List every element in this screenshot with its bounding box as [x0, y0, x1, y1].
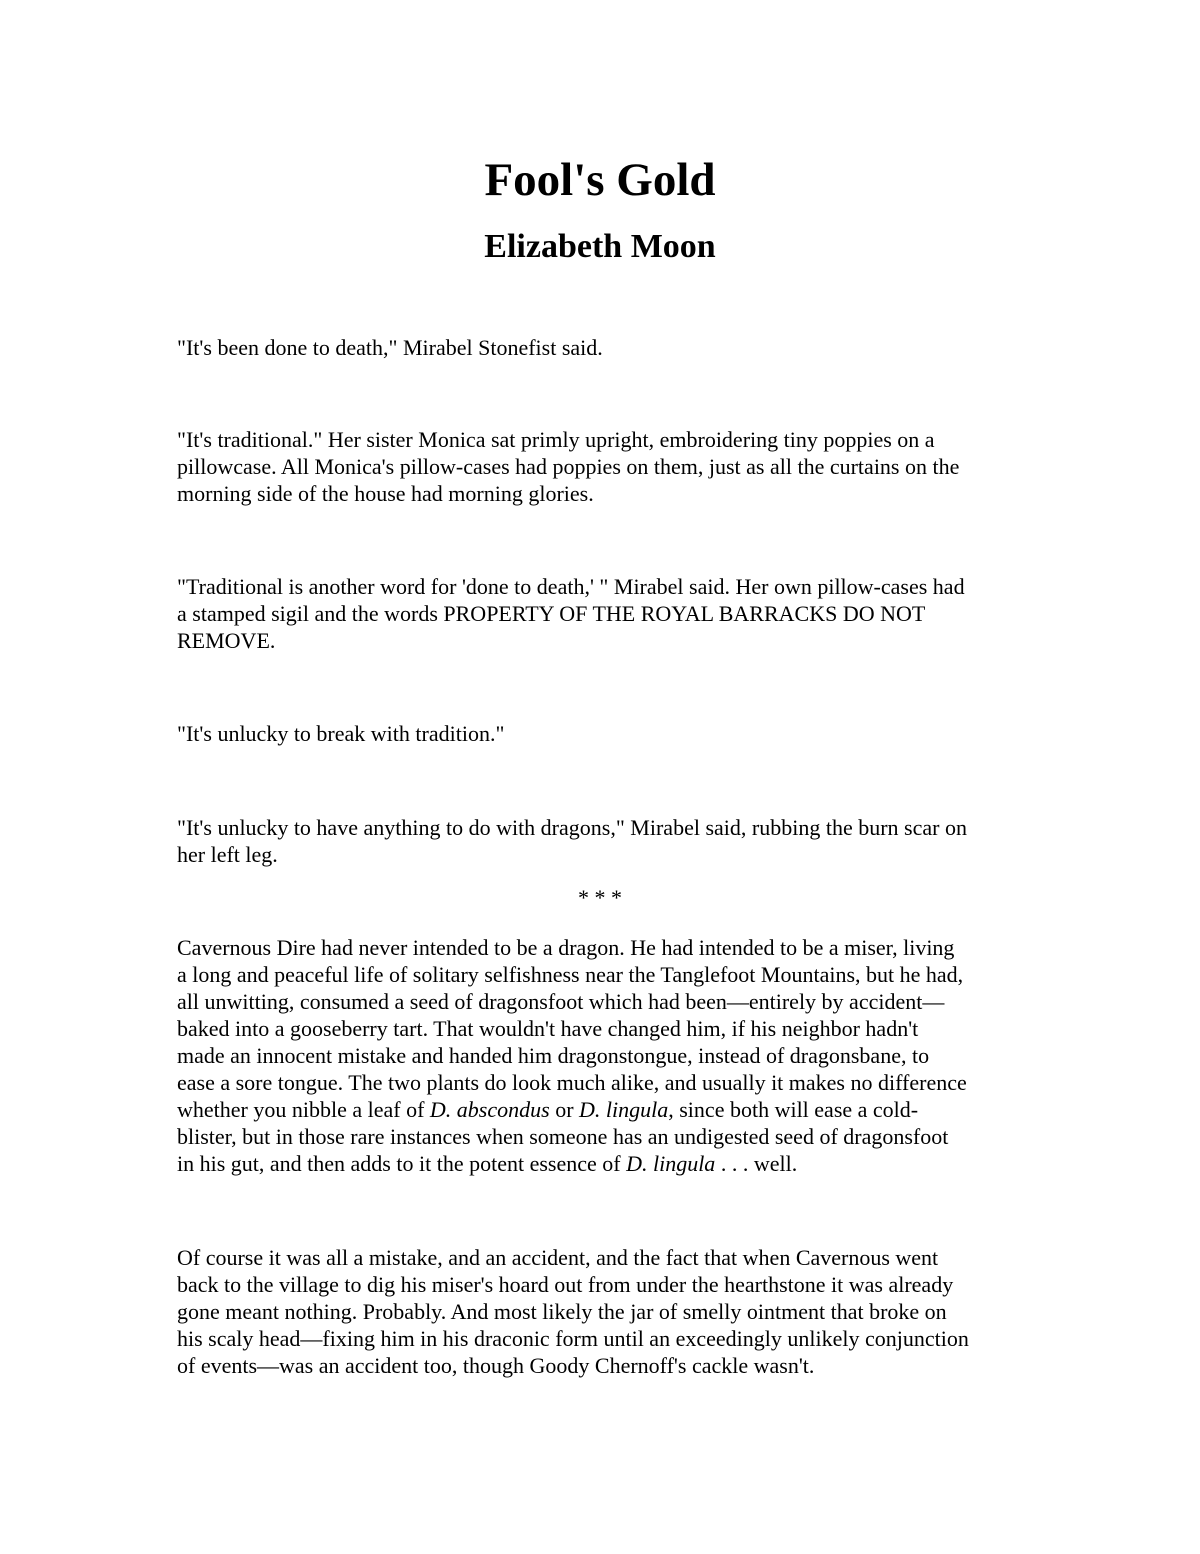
species-name: D. lingula	[579, 1097, 669, 1122]
paragraph-2	[177, 426, 1037, 507]
text-line: REMOVE.	[177, 628, 276, 653]
text-line	[177, 1151, 797, 1176]
text-run: in his gut, and then adds to it the potent essence of	[177, 1151, 627, 1176]
author-name: Elizabeth Moon	[484, 228, 716, 265]
paragraph-7	[177, 1244, 1037, 1379]
paragraph-3	[177, 573, 1037, 654]
text-line: "Traditional is another word for 'done to death,' " Mirabel said. Her own pillow-cases had	[177, 574, 965, 599]
text-line	[177, 1097, 918, 1122]
story-title: Fool's Gold	[484, 154, 716, 206]
text-line: her left leg.	[177, 842, 278, 867]
text-run: , since both will ease a cold-	[668, 1097, 919, 1122]
text-line: "It's unlucky to have anything to do with dragons," Mirabel said, rubbing the burn scar on	[177, 815, 967, 840]
paragraph-5	[177, 814, 1037, 868]
text-line: a stamped sigil and the words PROPERTY OF THE ROYAL BARRACKS DO NOT	[177, 601, 926, 626]
text-line: Cavernous Dire had never intended to be a dragon. He had intended to be a miser, living	[177, 935, 955, 960]
text-run: whether you nibble a leaf of	[177, 1097, 430, 1122]
text-line: "It's been done to death," Mirabel Stonefist said.	[177, 335, 603, 360]
paragraph-1	[177, 334, 1037, 361]
species-name: D. abscondus	[429, 1097, 550, 1122]
section-separator: * * *	[578, 885, 622, 910]
text-line: his scaly head—fixing him in his draconic form until an exceedingly unlikely conjunction	[177, 1326, 969, 1351]
text-line: all unwitting, consumed a seed of dragonsfoot which had been—entirely by accident—	[177, 989, 945, 1014]
text-line: "It's unlucky to break with tradition."	[177, 721, 505, 746]
text-line: pillowcase. All Monica's pillow-cases had poppies on them, just as all the curtains on the	[177, 454, 960, 479]
text-line: ease a sore tongue. The two plants do look much alike, and usually it makes no difference	[177, 1070, 967, 1095]
text-line: Of course it was all a mistake, and an accident, and the fact that when Cavernous went	[177, 1245, 939, 1270]
text-line: of events—was an accident too, though Goody Chernoff's cackle wasn't.	[177, 1353, 815, 1378]
text-line: a long and peaceful life of solitary selfishness near the Tanglefoot Mountains, but he had,	[177, 962, 964, 987]
text-line: baked into a gooseberry tart. That wouldn't have changed him, if his neighbor hadn't	[177, 1016, 919, 1041]
text-line: back to the village to dig his miser's hoard out from under the hearthstone it was already	[177, 1272, 954, 1297]
paragraph-6	[177, 934, 1037, 1177]
species-name: D. lingula	[626, 1151, 716, 1176]
text-line: blister, but in those rare instances when someone has an undigested seed of dragonsfoot	[177, 1124, 949, 1149]
text-run: or	[549, 1097, 580, 1122]
text-line: morning side of the house had morning glories.	[177, 481, 594, 506]
text-line: "It's traditional." Her sister Monica sat primly upright, embroidering tiny poppies on a	[177, 427, 935, 452]
text-line: gone meant nothing. Probably. And most likely the jar of smelly ointment that broke on	[177, 1299, 947, 1324]
text-run: . . . well.	[715, 1151, 798, 1176]
paragraph-4	[177, 720, 1037, 747]
text-line: made an innocent mistake and handed him dragonstongue, instead of dragonsbane, to	[177, 1043, 930, 1068]
